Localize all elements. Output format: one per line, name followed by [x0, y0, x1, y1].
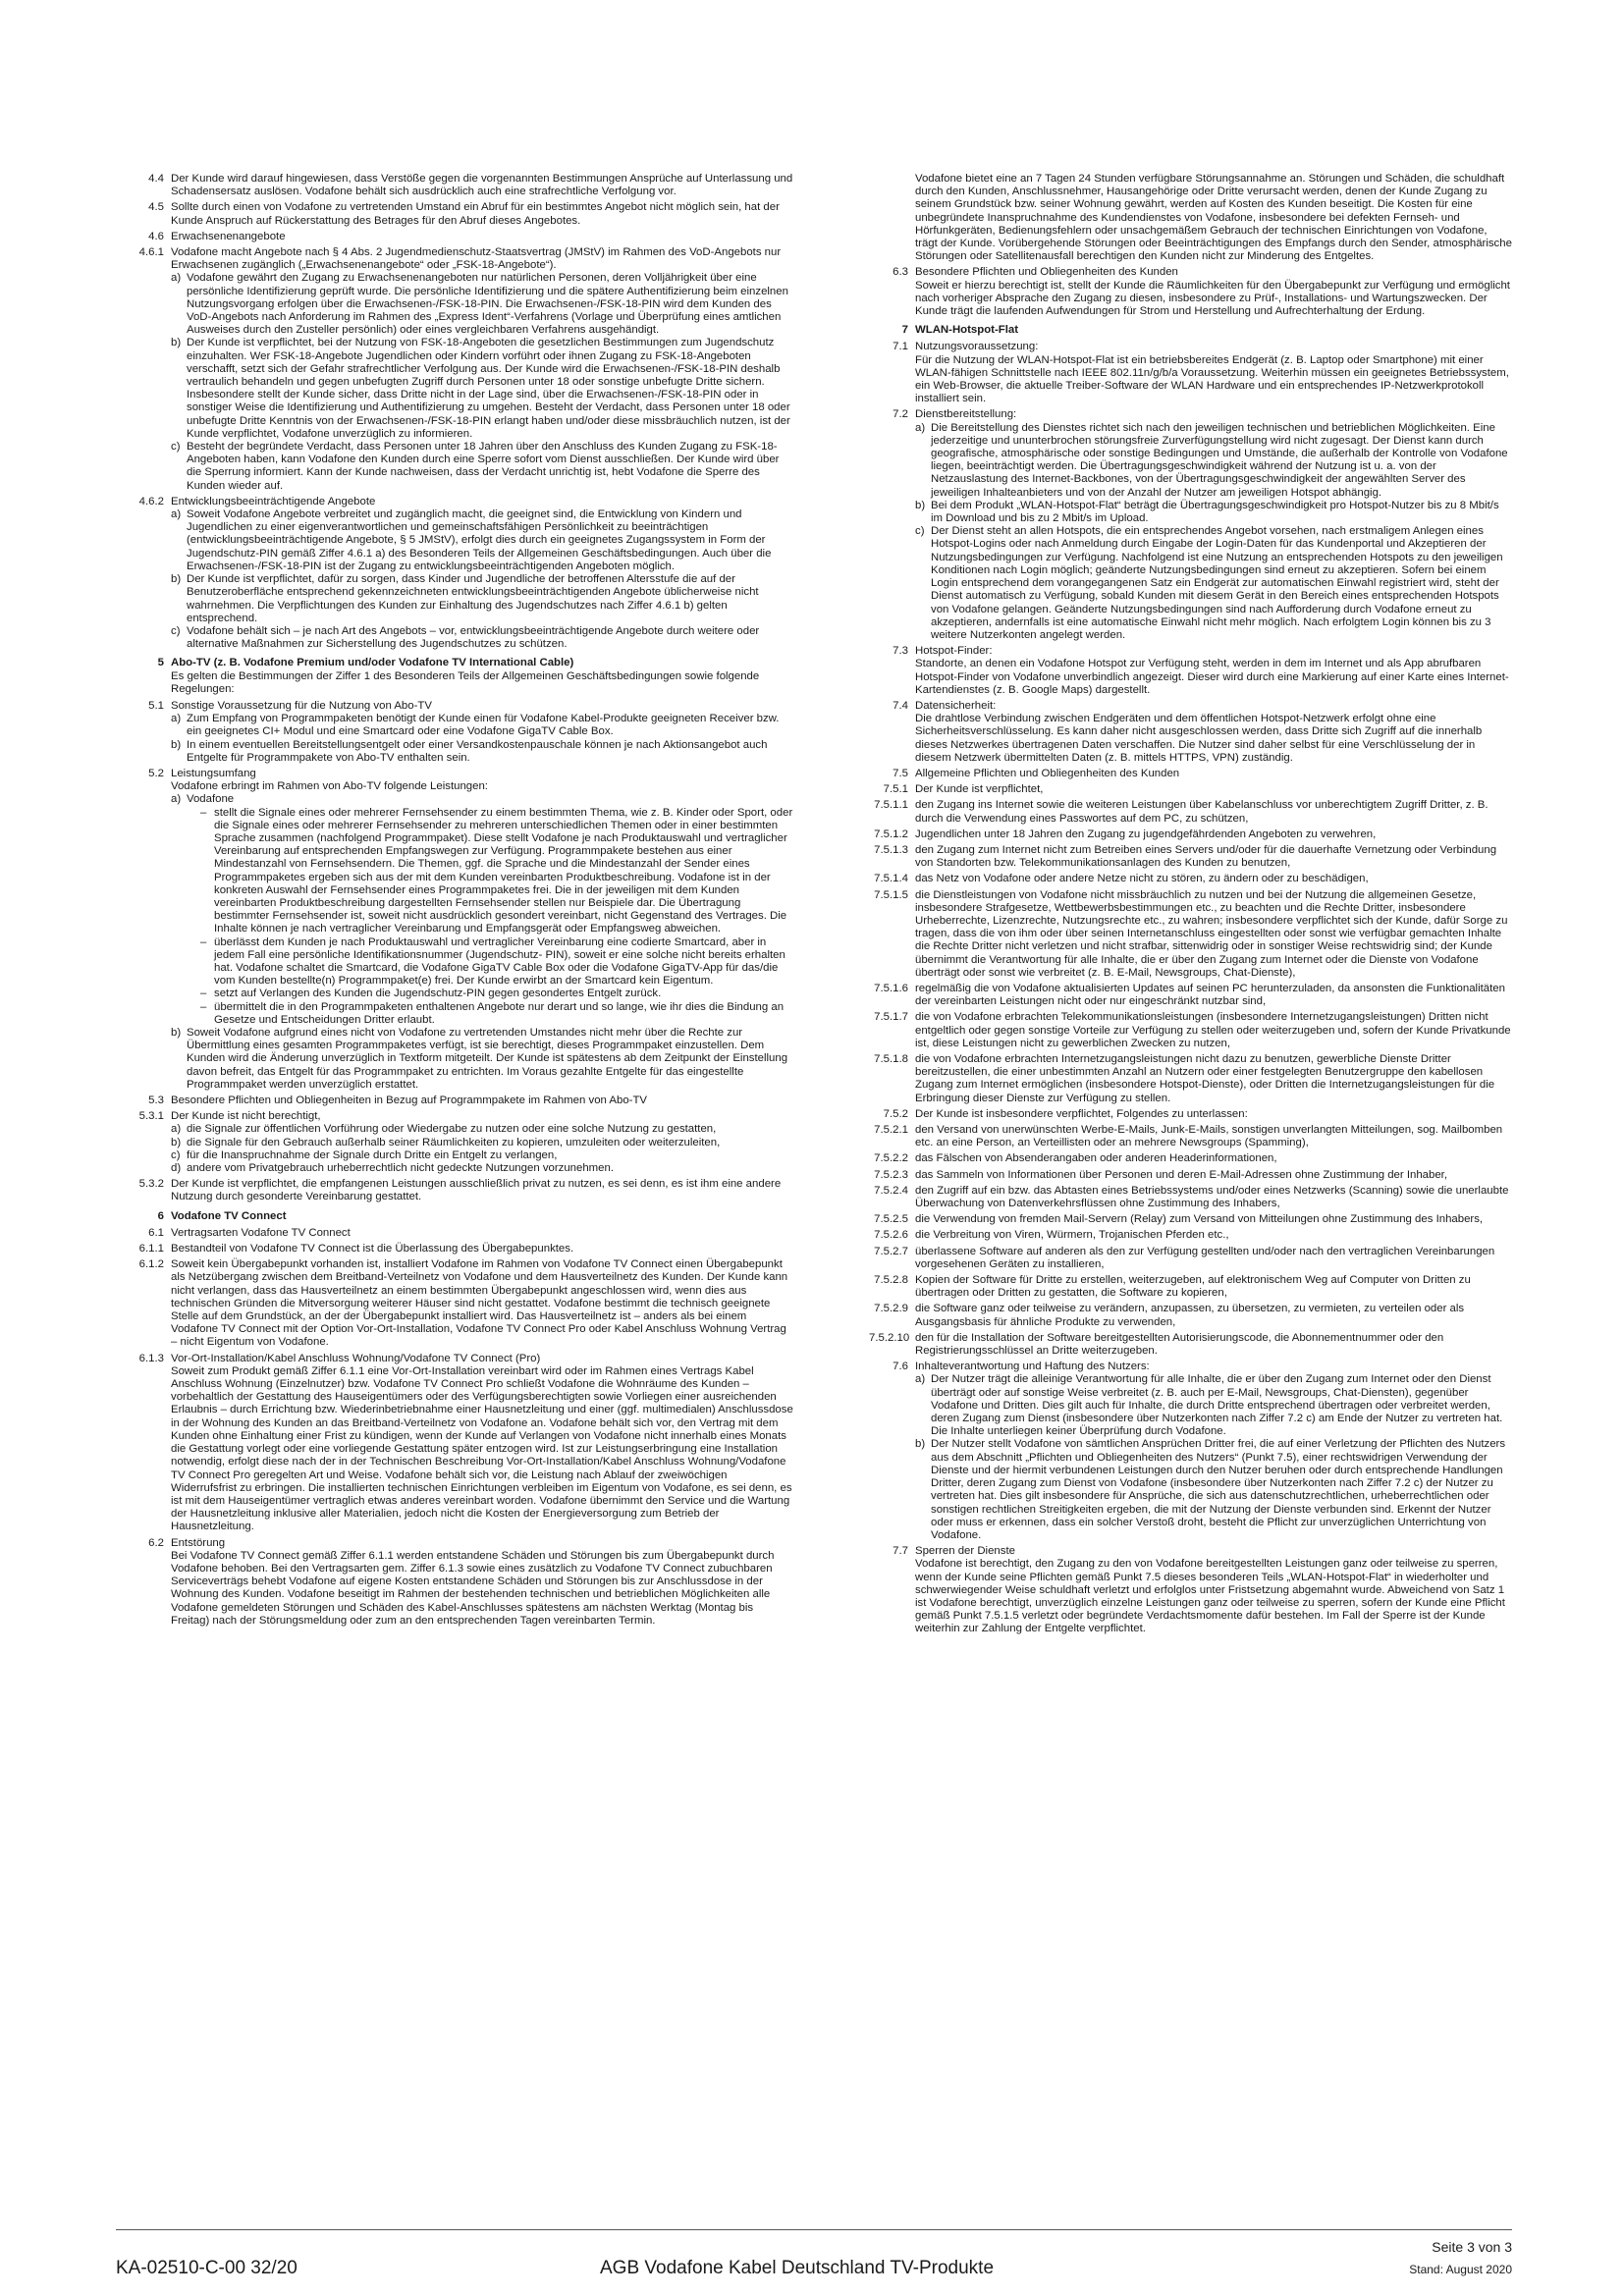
- clause-text: das Netz von Vodafone oder andere Netze nicht zu stören, zu ändern oder zu beschädigen,: [915, 873, 1369, 885]
- clause: [116, 1110, 793, 1175]
- clause-text-line: Besondere Pflichten und Obliegenheiten des Kunden: [915, 266, 1178, 279]
- clause-number: 7.5.2.2: [874, 1152, 908, 1165]
- sub-clause-text: Der Kunde ist verpflichtet, dafür zu sorgen, dass Kinder und Jugendliche der betroffenen Altersstufe die auf der Benutzeroberfläche entsprechend gekennzeichneten entwicklungsbeeinträchtigenden Angebote üblicherweise nicht wahrnehmen. Die Verpflichtungen des Kunden zur Einhaltung des Jugendschutzes nach Ziffer 4.6.1 b) gelten entsprechend.: [187, 573, 759, 624]
- clause-body: [171, 700, 793, 765]
- clause-number: 7.5.1.3: [874, 843, 908, 856]
- clause-number: 5.3.2: [138, 1178, 164, 1191]
- clause: [869, 799, 1512, 825]
- dash-item: [187, 1001, 793, 1027]
- clause-text: den Zugang zum Internet nicht zum Betreiben eines Servers und/oder für die dauerhafte Vernetzung oder Verbindung von Standorten bzw. Telekommunikationsanlagen des Kunden zu benutzen,: [915, 843, 1497, 870]
- sub-clause-body: [187, 1137, 793, 1149]
- sub-clause: [915, 1438, 1512, 1542]
- clause-body: [915, 700, 1512, 765]
- clause: [116, 201, 793, 227]
- clause-body: [915, 1011, 1512, 1050]
- clause-body: [171, 768, 793, 1092]
- clause-number: 5.1: [148, 699, 164, 712]
- sub-clause-body: [187, 508, 793, 573]
- sub-clause-text: Der Dienst steht an allen Hotspots, die ein entsprechendes Angebot vorsehen, nach erstmaligem Anlegen eines Hotspot-Logins oder nach Anmeldung durch Eingabe der Login-Daten für das Kundenportal und Akzeptieren der Nutzungsbedingungen zur Verfügung. Nachfolgend ist eine Nutzung an entsprechenden Hotspots zu den jeweiligen Konditionen nach Login möglich; geänderte Nutzungsbedingungen sind erneut zu akzeptieren. Sofern bei einem Login entsprechend dem vorangegangenen Satz ein Endgerät zur automatischen Einwahl registriert wird, steht der Dienst automatisch zu Verfügung, sobald Kunden mit diesem Gerät in den Bereich eines entsprechenden Hotspots von Vodafone gelangen. Geänderte Nutzungsbedingungen sind nach Aufforderung durch Vodafone erneut zu akzeptieren, andernfalls ist eine automatische Einwahl nicht mehr möglich. Nach erfolgtem Login können bis zu 3 weitere Nutzerkonten angelegt werden.: [931, 525, 1503, 641]
- dash-marker: –: [200, 988, 207, 1000]
- clause-number: 7.6: [893, 1361, 908, 1373]
- clause-body: [915, 1545, 1512, 1635]
- clause: [869, 873, 1512, 885]
- clause-body: [171, 1178, 793, 1203]
- clause-body: [915, 1361, 1512, 1542]
- sub-clause-body: [931, 500, 1512, 525]
- clause-text: Jugendlichen unter 18 Jahren den Zugang zu jugendgefährdenden Angeboten zu verwehren,: [915, 828, 1377, 840]
- sub-clause-text: die Signale zur öffentlichen Vorführung oder Wiedergabe zu nutzen oder eine solche Nutzung zu gestatten,: [187, 1123, 717, 1136]
- clause-number: 7.5.2.7: [874, 1245, 908, 1257]
- sub-clause-body: [187, 739, 793, 765]
- clause-body: [915, 324, 1512, 337]
- sub-clause-text: Zum Empfang von Programmpaketen benötigt der Kunde einen für Vodafone Kabel-Produkte geeigneten Receiver bzw. ein geeignetes CI+ Modul und eine Smartcard oder eine Vodafone GigaTV Cable Box.: [187, 713, 780, 738]
- sub-clause-marker: b): [171, 1027, 182, 1039]
- clause-body: [915, 844, 1512, 870]
- sub-clause: [171, 272, 793, 337]
- sub-clause-body: [187, 1162, 793, 1175]
- clause-number: 7.5.1.4: [874, 873, 908, 885]
- sub-clause-marker: b): [915, 499, 926, 511]
- document-title: AGB Vodafone Kabel Deutschland TV-Produkte: [600, 2258, 995, 2278]
- sub-clause-marker: d): [171, 1162, 182, 1175]
- clause: [869, 700, 1512, 765]
- clause: [869, 783, 1512, 796]
- sub-clause-marker: b): [171, 738, 182, 751]
- clause: [869, 1361, 1512, 1542]
- clause-text-line: Soweit zum Produkt gemäß Ziffer 6.1.1 eine Vor-Ort-Installation vereinbart wird oder im Rahmen eines Vertrags Kabel Anschluss Wohnung (Einzelnutzer) bzw. Vodafone TV Connect Pro schließt Vodafone die Wohnräume des Kunden – vorbehaltlich der Gestattung des Hauseigentümers oder des Verfügungsberechtigten sowie Vorliegen einer ausreichenden Erlaubnis – durch Errichtung bzw. Wiederinbetriebnahme einer Hausnetzleitung und einer (ggf. multimedialen) Anschlussdose in der Wohnung des Kunden an das Breitband-Verteilnetz von Vodafone an. Vodafone behält sich vor, den Vertrag mit dem Kunden ohne Einhaltung einer Frist zu kündigen, wenn der Kunde auf Verlangen von Vodafone nicht innerhalb eines Monats die Gestattung vorlegt oder eine vorliegende Gestattung später entzogen wird. Ist zur Leistungserbringung eine Installation notwendig, erfolgt diese nach der in der Technischen Beschreibung Vor-Ort-Installation/Kabel Anschluss Wohnung/Vodafone TV Connect Pro geregelten Art und Weise. Vodafone behält sich vor, die Leistung nach Ablauf der zweiwöchigen Widerrufsfrist zu erbringen. Die installierten technischen Einrichtungen verbleiben im Eigentum von Vodafone, es sei denn, es ist mit dem Hauseigentümer vertraglich etwas anderes vereinbart worden. Vodafone übernimmt den Service und die Wartung der Hausnetzleitung inklusive aller Materialien, jedoch nicht die Kosten der Energieversorgung zum Betrieb der Hausnetzleitung.: [171, 1364, 793, 1533]
- sub-clause-body: [187, 1149, 793, 1162]
- clause: [869, 173, 1512, 263]
- clause-body: [171, 246, 793, 493]
- clause-body: [171, 231, 793, 243]
- clause: [116, 496, 793, 651]
- clause-number: 7.3: [893, 645, 908, 658]
- clause-number: 7.5.1.1: [874, 799, 908, 812]
- clause-body: [915, 1274, 1512, 1300]
- clause-text: Vertragsarten Vodafone TV Connect: [171, 1226, 351, 1239]
- clause-body: [915, 266, 1512, 318]
- clause-text: Inhalteverantwortung und Haftung des Nutzers:: [915, 1361, 1150, 1373]
- sub-clause-text: Der Kunde ist verpflichtet, bei der Nutzung von FSK-18-Angeboten die gesetzlichen Bestimmungen zum Jugendschutz einzuhalten. Wer FSK-18-Angebote Jugendlichen oder Kindern vorführt oder ihnen Zugang zu FSK-18-Angeboten verschafft, setzt sich der Gefahr strafrechtlicher Verfolgung aus. Der Kunde wird die Erwachsenen-/FSK-18-PIN deshalb vertraulich behandeln und gegen unbefugten Zugriff durch Personen unter 18 oder sonstige unbefugte Dritte sichern. Insbesondere stellt der Kunde sicher, dass Dritte nicht in der Lage sind, über die Erwachsenen-/FSK-18-PIN oder in sonstiger Weise die Identifizierung und Authentifizierung zu umgehen. Besteht der Verdacht, dass Personen unter 18 oder unbefugte Dritte Kenntnis von der Erwachsenen-/FSK-18-PIN erlangt haben und/oder diese missbräuchlich nutzen, ist der Kunde verpflichtet, Vodafone unverzüglich zu informieren.: [187, 337, 790, 440]
- sub-clause-text: Soweit Vodafone Angebote verbreitet und zugänglich macht, die geeignet sind, die Entwicklung von Kindern und Jugendlichen zu einer eigenverantwortlichen und gemeinschaftsfähigen Persönlichkeit zu beeinträchtigen (entwicklungsbeeinträchtigende Angebote, § 5 JMStV), erfolgt dies durch ein geeignetes Zugangssystem in Form der Jugendschutz-PIN gemäß Ziffer 4.6.1 a) des Besonderen Teils der Allgemeinen Geschäftsbedingungen. Auch über die Erwachsenen-/FSK-18-PIN ist der Zugang zu entwicklungsbeeinträchtigenden Angeboten möglich.: [187, 508, 772, 572]
- clause-number: 6: [157, 1209, 164, 1222]
- clause: [116, 700, 793, 765]
- clause: [869, 1169, 1512, 1182]
- sub-clause-text: Vodafone gewährt den Zugang zu Erwachsenenangeboten nur natürlichen Personen, deren Volljährigkeit über eine persönliche Identifizierung geprüft wurde. Die persönliche Identifizierung und die spätere Authentifizierung beim einzelnen Nutzungsvorgang erfolgen über die Erwachsenen-/FSK-18-PIN. Die Erwachsenen-/FSK-18-PIN wird dem Kunden des VoD-Angebots nach Anforderung im Rahmen des „Express Ident“-Verfahrens (Vorlage und Überprüfung eines amtlichen Ausweises durch den Zusteller persönlich) oder eines vergleichbaren Verfahrens ausgehändigt.: [187, 272, 788, 337]
- clause-body: [915, 1229, 1512, 1242]
- clause: [869, 1246, 1512, 1271]
- clause-body: [915, 1213, 1512, 1226]
- sub-clause-text: andere vom Privatgebrauch urheberrechtlich nicht gedeckte Nutzungen vorzunehmen.: [187, 1162, 614, 1175]
- clause: [116, 768, 793, 1092]
- clause: [869, 828, 1512, 841]
- clause: [869, 844, 1512, 870]
- clause: [116, 1095, 793, 1107]
- clause-body: [915, 408, 1512, 642]
- clause: [116, 1258, 793, 1349]
- clause: [116, 657, 793, 696]
- clause-text: die Dienstleistungen von Vodafone nicht missbräuchlich zu nutzen und bei der Nutzung die allgemeinen Gesetze, insbesondere Strafgesetze, Wettbewerbsbestimmungen etc., zu beachten und die Rechte Dritter, insbesondere Urheberrechte, Lizenzrechte, Nutzungsrechte etc., zu wahren; insbesondere verpflichtet sich der Kunde, dafür Sorge zu tragen, dass die von ihm oder über seinen Internetanschluss eingestellten oder sonst wie verfügbar gemachten Inhalte die Rechte Dritter nicht verletzen und nicht strafbar, sittenwidrig oder in sonstiger Weise rechtswidrig sind; der Kunde übernimmt die Verantwortung für alle Inhalte, die er über den Zugang zum Internet oder die Dienste von Vodafone überträgt oder sonst wie verbreitet (z. B. E-Mail, Newsgroups, Chat-Dienste),: [915, 888, 1508, 979]
- sub-clause-marker: c): [915, 525, 925, 538]
- sub-clause-body: [187, 337, 793, 441]
- clause-body: [915, 768, 1512, 780]
- clause: [869, 1152, 1512, 1165]
- clause-body: [915, 983, 1512, 1008]
- sub-clause: [915, 1373, 1512, 1438]
- clause-body: [915, 1152, 1512, 1165]
- sub-clause-marker: c): [171, 624, 181, 637]
- clause-body: [171, 496, 793, 651]
- clause-text-line: Vodafone ist berechtigt, den Zugang zu den von Vodafone bereitgestellten Leistungen ganz oder teilweise zu sperren, wenn der Kunde seine Pflichten gemäß Punkt 7.5 dieses besonderen Teils „WLAN-Hotspot-Flat“ in wiederholter und schwerwiegender Weise schuldhaft verletzt und erfolglos unter Fristsetzung abgemahnt wurde. Abweichend von Satz 1 ist Vodafone berechtigt, unverzüglich einzelne Leistungen ganz oder teilweise zu sperren, sofern der Kunde eine Pflicht gemäß Punkt 7.5.1.5 verletzt oder begründete Verdachtsmomente dafür bestehen. Im Fall der Sperre ist der Kunde weiterhin zur Zahlung der Entgelte verpflichtet.: [915, 1558, 1505, 1635]
- sub-clause-text: Bei dem Produkt „WLAN-Hotspot-Flat“ beträgt die Übertragungsgeschwindigkeit pro Hotspot-Nutzer bis zu 8 Mbit/s im Download und bis zu 2 Mbit/s im Upload.: [931, 499, 1499, 525]
- clause-number: 7.5.2.10: [869, 1331, 910, 1344]
- sub-clause: [171, 1162, 793, 1175]
- clause-body: [915, 1124, 1512, 1149]
- clause: [869, 645, 1512, 697]
- clause-text: Besondere Pflichten und Obliegenheiten in Bezug auf Programmpakete im Rahmen von Abo-TV: [171, 1095, 648, 1107]
- section-heading: Vodafone TV Connect: [171, 1209, 287, 1222]
- dash-item: [187, 807, 793, 936]
- sub-clause: [171, 739, 793, 765]
- sub-clause-marker: b): [171, 1136, 182, 1148]
- sub-clause-marker: b): [915, 1438, 926, 1451]
- clause-number: 5.3.1: [138, 1110, 164, 1123]
- clause-body: [915, 783, 1512, 796]
- clause-number: 7.5.1.7: [874, 1011, 908, 1024]
- document-code: KA-02510-C-00 32/20: [116, 2258, 298, 2278]
- dash-marker: –: [200, 806, 207, 819]
- clause-body: [171, 1110, 793, 1175]
- sub-clause-marker: b): [171, 573, 182, 586]
- sub-clause: [171, 573, 793, 625]
- clause-body: [171, 1353, 793, 1534]
- clause-number: 7.5.2.5: [874, 1213, 908, 1226]
- dash-item-text: übermittelt die in den Programmpaketen enthaltenen Angebote nur derart und so lange, wie ihr dies die Bindung an Gesetze und Entscheidungen Dritter erlaubt.: [214, 1000, 785, 1026]
- clause-body: [915, 1303, 1512, 1328]
- sub-clause-body: [187, 1123, 793, 1136]
- sub-clause-body: [187, 272, 793, 337]
- sub-clause: [915, 525, 1512, 642]
- clause-body: [915, 173, 1512, 263]
- clause: [869, 983, 1512, 1008]
- clause: [869, 408, 1512, 642]
- sub-clause-body: [187, 793, 793, 1027]
- clause-number: 5: [157, 657, 164, 669]
- sub-clause-body: [187, 1027, 793, 1092]
- sub-clause-text: für die Inanspruchnahme der Signale durch Dritte ein Entgelt zu verlangen,: [187, 1148, 558, 1161]
- dash-item-text: überlässt dem Kunden je nach Produktauswahl und vertraglicher Vereinbarung eine codierte Smartcard, aber in jedem Fall eine persönliche Identifikationsnummer (Jugendschutz- PIN), soweit er eine solche nicht bereits erhalten hat. Vodafone schaltet die Smartcard, die Vodafone GigaTV Cable Box oder die Vodafone GigaTV-App für das/die vom Kunden bestellte(n) Programmpaket(e) frei. Der Kunde erwirbt an der Smartcard kein Eigentum.: [214, 935, 785, 988]
- clause-text-line: Standorte, an denen ein Vodafone Hotspot zur Verfügung steht, werden in dem im Internet und als App abrufbaren Hotspot-Finder von Vodafone unverbindlich angezeigt. Dieser wird durch eine Markierung auf einer Karte eines Internet-Kartendienstes (z. B. Google Maps) dargestellt.: [915, 658, 1509, 696]
- clause-body: [915, 341, 1512, 405]
- clause-body: [171, 1537, 793, 1628]
- clause-number: [869, 173, 915, 263]
- clause-number: 7.4: [893, 699, 908, 712]
- clause-body: [171, 1243, 793, 1255]
- clause-number: 6.1.1: [138, 1243, 164, 1255]
- sub-clause-text: In einem eventuellen Bereitstellungsentgelt oder einer Versandkostenpauschale können je nach Aktionsangebot auch Entgelte für Programmpakete von Abo-TV enthalten sein.: [187, 738, 768, 764]
- clause-number: 7.5: [893, 767, 908, 779]
- section-heading: WLAN-Hotspot-Flat: [915, 324, 1019, 337]
- sub-clause-text: Vodafone: [187, 793, 235, 806]
- clause-body: [171, 201, 793, 227]
- clause: [869, 1332, 1512, 1358]
- clause-number: 7.5.1.6: [874, 982, 908, 994]
- clause-text-line: Entstörung: [171, 1536, 226, 1549]
- footer-divider: [116, 2229, 1512, 2230]
- clause-text: Erwachsenenangebote: [171, 230, 286, 242]
- clause-body: [915, 1053, 1512, 1105]
- clause-body: [171, 657, 793, 696]
- dash-marker: –: [200, 935, 207, 948]
- clause-body: [171, 1095, 793, 1107]
- clause-text-line: Hotspot-Finder:: [915, 645, 993, 658]
- clause: [869, 889, 1512, 980]
- clause-text: den für die Installation der Software bereitgestellten Autorisierungscode, die Abonnementnummer oder den Registrierungsschlüssel an Dritte weiterzugeben.: [915, 1331, 1444, 1358]
- clause: [116, 1353, 793, 1534]
- sub-clause: [171, 508, 793, 573]
- clause-text: Der Kunde ist insbesondere verpflichtet, Folgendes zu unterlassen:: [915, 1107, 1248, 1120]
- clause-number: 5.2: [148, 767, 164, 779]
- clause-text: Dienstbereitstellung:: [915, 408, 1017, 421]
- clause: [869, 1213, 1512, 1226]
- sub-clause-body: [187, 441, 793, 493]
- clause-text: Vodafone macht Angebote nach § 4 Abs. 2 Jugendmedienschutz-Staatsvertrag (JMStV) im Rahmen des VoD-Angebots nur Erwachsenen zugänglich („Erwachsenenangebote“ oder „FSK-18-Angebote“).: [171, 246, 782, 272]
- clause-text-line: Datensicherheit:: [915, 699, 997, 712]
- clause-body: [915, 828, 1512, 841]
- sub-clause: [171, 441, 793, 493]
- clause-body: [171, 1210, 793, 1223]
- right-column: [869, 173, 1512, 1639]
- clause-text: die von Vodafone erbrachten Telekommunikationsleistungen (insbesondere Internetzugangsleistungen) Dritten nicht entgeltlich oder gegen sonstige Vorteile zur Verfügung zu stellen oder weiterzugeben und, sofern der Kunde Privatkunde ist, diese Leistungen nicht zu gewerblichen Zwecken zu nutzen,: [915, 1011, 1511, 1049]
- clause-text: überlassene Software auf anderen als den zur Verfügung gestellten und/oder nach den vertraglichen Vereinbarungen vorgesehenen Geräten zu installieren,: [915, 1245, 1495, 1270]
- clause-text-line: Für die Nutzung der WLAN-Hotspot-Flat ist ein betriebsbereites Endgerät (z. B. Laptop oder Smartphone) mit einer WLAN-fähigen Schnittstelle nach IEEE 802.11n/g/b/a Voraussetzung. Weiterhin müssen ein geeignetes Betriebssystem, ein Web-Browser, die aktuelle Treiber-Software der WLAN Hardware und ein entsprechendes IP-Netzwerkprotokoll installiert sein.: [915, 353, 1509, 405]
- clause-text: regelmäßig die von Vodafone aktualisierten Updates auf seinen PC herunterzuladen, da ansonsten die Funktionalitäten der vereinbarten Leistungen nicht oder nur eingeschränkt nutzbar sind,: [915, 982, 1505, 1008]
- sub-clause-marker: c): [171, 441, 181, 454]
- sub-clause: [171, 1137, 793, 1149]
- sub-clause-marker: a): [171, 713, 182, 725]
- clause: [116, 173, 793, 198]
- clause: [869, 1011, 1512, 1050]
- clause-text: Der Kunde ist nicht berechtigt,: [171, 1110, 321, 1123]
- sub-clause-marker: a): [171, 272, 182, 285]
- clause: [116, 1178, 793, 1203]
- clause-text: Kopien der Software für Dritte zu erstellen, weiterzugeben, auf elektronischem Weg auf Computer von Dritten zu übertragen oder Dritten zu gestatten, die Software zu kopieren,: [915, 1274, 1471, 1300]
- sub-clause-marker: b): [171, 337, 182, 349]
- clause-number: 7: [901, 324, 908, 337]
- clause-body: [915, 873, 1512, 885]
- clause-text: Vodafone bietet eine an 7 Tagen 24 Stunden verfügbare Störungsannahme an. Störungen und Schäden, die schuldhaft durch den Kunden, Anschlussnehmer, Hausangehörige oder Dritte verursacht werden, denen der Kunde Zugang zu seinem Grundstück bzw. seiner Wohnung gewährt, werden auf Kosten des Kunden beseitigt. Die Kosten für eine unbegründete Inanspruchnahme des Kundendienstes von Vodafone, insbesondere bei defekten Fernseh- und Hörfunkgeräten, Bedienungsfehlern oder unsachgemäßem Gebrauch der technischen Einrichtungen von Vodafone, trägt der Kunde. Vorübergehende Störungen oder Beeinträchtigungen des Empfangs durch den Sender, atmosphärische Störungen oder Satellitenausfall berechtigen den Kunden nicht zur Minderung des Entgeltes.: [915, 173, 1512, 263]
- clause-text: den Zugang ins Internet sowie die weiteren Leistungen über Kabelanschluss vor unberechtigtem Zugriff Dritter, z. B. durch die Verwendung eines Passwortes auf dem PC, zu schützen,: [915, 799, 1489, 825]
- clause-body: [171, 1227, 793, 1240]
- sub-clause: [171, 1123, 793, 1136]
- clause-number: 4.6.2: [138, 495, 164, 507]
- clause-text: die Software ganz oder teilweise zu verändern, anzupassen, zu übersetzen, zu vermieten, zu verteilen oder als Ausgangsbasis für ähnliche Produkte zu verwenden,: [915, 1303, 1465, 1328]
- sub-clause-body: [187, 573, 793, 625]
- dash-item: [187, 988, 793, 1000]
- clause: [116, 246, 793, 493]
- clause-text-line: Leistungsumfang: [171, 767, 256, 779]
- clause-body: [171, 173, 793, 198]
- clause-text: Bestandteil von Vodafone TV Connect ist die Überlassung des Übergabepunktes.: [171, 1243, 574, 1255]
- clause-number: 7.5.2.1: [874, 1124, 908, 1137]
- clause: [869, 341, 1512, 405]
- clause: [869, 1274, 1512, 1300]
- sub-clause-body: [931, 1373, 1512, 1438]
- clause-number: 7.5.1.2: [874, 828, 908, 840]
- sub-clause-text: Die Bereitstellung des Dienstes richtet sich nach den jeweiligen technischen und betrieblichen Möglichkeiten. Eine jederzeitige und ununterbrochen störungsfreie Zurverfügungstellung wird nicht zugesagt. Der Dienst kann durch geografische, atmosphärische oder sonstige Bedingungen und Umstände, die außerhalb der Kontrolle von Vodafone liegen, beeinträchtigt werden. Die Übertragungsgeschwindigkeit während der Nutzung ist u. a. von der Netzauslastung des Internet-Backbones, von der Übertragungsgeschwindigkeit der angewählten Server des jeweiligen Inhalteanbieters und von der Anzahl der Nutzer am jeweiligen Hotspot abhängig.: [931, 421, 1508, 499]
- sub-clause: [915, 422, 1512, 500]
- clause: [116, 1243, 793, 1255]
- document-date: Stand: August 2020: [1409, 2263, 1512, 2276]
- sub-clause-marker: a): [171, 1123, 182, 1136]
- clause-number: 7.7: [893, 1545, 908, 1558]
- clause-number: 4.5: [148, 201, 164, 214]
- clause-number: 7.5.1.5: [874, 888, 908, 901]
- clause-number: 7.5.1.8: [874, 1053, 908, 1065]
- clause: [869, 1108, 1512, 1121]
- page-number: Seite 3 von 3: [1432, 2239, 1512, 2255]
- sub-clause-body: [931, 1438, 1512, 1542]
- sub-clause-text: Der Nutzer trägt die alleinige Verantwortung für alle Inhalte, die er über den Zugang zum Internet oder den Dienst überträgt oder auf sonstige Weise verbreitet (z. B. auch per E-Mail, Newsgroups, Chat-Diensten), gegenüber Vodafone und Dritten. Dies gilt auch für Inhalte, die durch Dritte entsprechend übertragen oder verbreitet werden, deren Zugang zum Dienst (insbesondere über Nutzerkonten nach Ziffer 7.2 c) am Ende der Nutzer zu vertreten hat. Die Inhalte unterliegen keiner Überprüfung durch Vodafone.: [931, 1373, 1503, 1438]
- clause-body: [171, 1258, 793, 1349]
- sub-clause: [171, 793, 793, 1027]
- dash-marker: –: [200, 1000, 207, 1013]
- clause-text: die Verwendung von fremden Mail-Servern (Relay) zum Versand von Mitteilungen ohne Zustimmung des Inhabers,: [915, 1213, 1484, 1226]
- clause: [116, 231, 793, 243]
- sub-clause-marker: a): [171, 508, 182, 521]
- sub-clause-body: [187, 625, 793, 651]
- clause-body: [915, 1169, 1512, 1182]
- sub-clause: [171, 337, 793, 441]
- clause-text: das Fälschen von Absenderangaben oder anderen Headerinformationen,: [915, 1152, 1277, 1165]
- sub-clause: [171, 1149, 793, 1162]
- clause: [869, 1124, 1512, 1149]
- clause-text: den Versand von unerwünschten Werbe-E-Mails, Junk-E-Mails, sonstigen unverlangten Mitteilungen, sog. Mailbomben etc. an eine Person, an Verteillisten oder an mehrere Newsgroups (Spamming),: [915, 1124, 1503, 1149]
- clause-text: den Zugriff auf ein bzw. das Abtasten eines Betriebssystems und/oder eines Netzwerks (Scanning) sowie die unerlaubte Überwachung von Datenverkehrsflüssen ohne Zustimmung des Inhabers,: [915, 1184, 1509, 1210]
- left-column: [116, 173, 793, 1630]
- sub-clause-text: Besteht der begründete Verdacht, dass Personen unter 18 Jahren über den Anschluss des Kunden Zugang zu FSK-18-Angeboten haben, kann Vodafone den Kunden durch eine Sperre sofort vom Dienst ausschließen. Der Kunde wird über die Sperrung informiert. Kann der Kunde nachweisen, dass der Verdacht unrichtig ist, hebt Vodafone die Sperre des Kunden wieder auf.: [187, 441, 780, 492]
- clause-number: 6.2: [148, 1536, 164, 1549]
- sub-clause-body: [931, 525, 1512, 642]
- sub-clause-marker: a): [915, 1373, 926, 1386]
- clause-text: Es gelten die Bestimmungen der Ziffer 1 des Besonderen Teils der Allgemeinen Geschäftsbedingungen sowie folgende Regelungen:: [171, 669, 760, 695]
- clause-number: 5.3: [148, 1095, 164, 1107]
- clause-number: 6.3: [893, 266, 908, 279]
- clause: [869, 768, 1512, 780]
- clause: [869, 1185, 1512, 1210]
- clause-text: Soweit kein Übergabepunkt vorhanden ist, installiert Vodafone im Rahmen von Vodafone TV Connect einen Übergabepunkt als Netzübergang zwischen dem Breitband-Verteilnetz von Vodafone und dem Hausverteilnetz des Kunden. Der Kunde kann nicht verlangen, dass das Hausverteilnetz an einem bestimmten Übergabepunkt angeschlossen wird, wenn dies aus technischen Gründen die Mitversorgung weiterer Häuser sind nicht gestattet. Vodafone bestimmt die technisch geeignete Stelle auf dem Grundstück, an der der Übergabepunkt installiert wird. Das Hausverteilnetz ist – anders als bei einem Vodafone TV Connect mit der Option Vor-Ort-Installation, Vodafone TV Connect Pro oder Kabel Anschluss Wohnung Vertrag – nicht Eigentum von Vodafone.: [171, 1258, 788, 1349]
- clause: [869, 1229, 1512, 1242]
- clause: [869, 266, 1512, 318]
- clause: [869, 1545, 1512, 1635]
- clause-number: 7.5.1: [883, 783, 908, 796]
- clause-body: [915, 889, 1512, 980]
- clause: [869, 1303, 1512, 1328]
- clause-number: 7.1: [893, 341, 908, 353]
- sub-clause-marker: a): [915, 421, 926, 434]
- clause: [116, 1537, 793, 1628]
- dash-item-text: setzt auf Verlangen des Kunden die Jugendschutz-PIN gegen gesondertes Entgelt zurück.: [214, 988, 662, 1000]
- clause-number: 7.5.2.9: [874, 1303, 908, 1315]
- clause-text: Der Kunde ist verpflichtet,: [915, 783, 1044, 796]
- clause: [869, 1053, 1512, 1105]
- clause-number: 4.4: [148, 173, 164, 185]
- clause-text-line: Sperren der Dienste: [915, 1545, 1015, 1558]
- clause-number: 7.5.2.8: [874, 1274, 908, 1287]
- clause-body: [915, 799, 1512, 825]
- clause-text: Entwicklungsbeeinträchtigende Angebote: [171, 495, 376, 507]
- clause-body: [915, 1108, 1512, 1121]
- clause-text: Allgemeine Pflichten und Obliegenheiten des Kunden: [915, 767, 1180, 779]
- clause-text: Sollte durch einen von Vodafone zu vertretenden Umstand ein Abruf für ein bestimmtes Angebot nicht möglich sein, hat der Kunde Anspruch auf Rückerstattung des Betrages für den Abruf dieses Angebotes.: [171, 201, 780, 227]
- sub-clause: [171, 1027, 793, 1092]
- sub-clause-marker: c): [171, 1148, 181, 1161]
- sub-clause: [171, 713, 793, 738]
- dash-item-text: stellt die Signale eines oder mehrerer Fernsehsender zu einem bestimmten Thema, wie z. B. Kinder oder Sport, oder die Signale eines oder mehrerer Fernsehsender zu mehreren unterschiedlichen Themen oder in einer bestimmten Sprache zusammen (nachfolgend Programmpaket). Diese stellt Vodafone je nach Produktauswahl und vertraglicher Vereinbarung auf entsprechenden Empfangswegen zur Verfügung. Programmpakete bestehen aus einer Mindestanzahl von Fernsehsendern. Die Themen, ggf. die Sprache und die Mindestanzahl der Sender eines Programmpaketes ergeben sich aus der mit dem Kunden vereinbarten Produktbeschreibung. Vodafone ist in der konkreten Auswahl der Fernsehsender eines Programmpaketes frei. Die in der jeweiligen mit dem Kunden vereinbarten Produktbeschreibung dargestellten Fernsehsender stellen nur Beispiele dar. Die Übertragung bestimmter Fernsehsender ist, soweit nicht ausdrücklich gesondert vereinbart, nicht Gegenstand des Vertrages. Die Inhalte können je nach vertraglicher Vereinbarung und Empfangsgerät oder Empfangsweg abweichen.: [214, 806, 793, 935]
- clause-number: 7.5.2: [883, 1107, 908, 1120]
- clause-body: [915, 1185, 1512, 1210]
- clause-number: 7.5.2.4: [874, 1184, 908, 1197]
- sub-clause: [171, 625, 793, 651]
- clause-text-line: Soweit er hierzu berechtigt ist, stellt der Kunde die Räumlichkeiten für den Übergabepunkt zur Verfügung und ermöglicht nach vorheriger Absprache den Zugang zu diesen, insbesondere zu Prüf-, Installations- und Wartungszwecken. Der Kunde trägt die laufenden Aufwendungen für Strom und Herstellung und Aufrechterhaltung der Erdung.: [915, 279, 1510, 318]
- clause: [869, 324, 1512, 337]
- sub-clause-marker: a): [171, 793, 182, 806]
- section-heading: Abo-TV (z. B. Vodafone Premium und/oder Vodafone TV International Cable): [171, 657, 574, 669]
- clause: [116, 1227, 793, 1240]
- clause-number: 7.5.2.6: [874, 1229, 908, 1242]
- sub-clause-body: [931, 422, 1512, 500]
- clause-number: 6.1: [148, 1226, 164, 1239]
- clause-text: Der Kunde wird darauf hingewiesen, dass Verstöße gegen die vorgenannten Bestimmungen Ansprüche auf Unterlassung und Schadensersatz auslösen. Vodafone behält sich ausdrücklich auch eine strafrechtliche Verfolgung vor.: [171, 173, 793, 198]
- sub-clause-body: [187, 713, 793, 738]
- clause-body: [915, 1332, 1512, 1358]
- clause-number: 6.1.2: [138, 1258, 164, 1271]
- sub-clause: [915, 500, 1512, 525]
- sub-clause-text: Vodafone behält sich – je nach Art des Angebots – vor, entwicklungsbeeinträchtigende Angebote durch weitere oder alternative Maßnahmen zur Sicherstellung des Jugendschutzes zu schützen.: [187, 624, 760, 651]
- clause-number: 4.6.1: [138, 246, 164, 259]
- clause-text: die von Vodafone erbrachten Internetzugangsleistungen nicht dazu zu benutzen, gewerbliche Dienste Dritter bereitzustellen, die einer unbestimmten Anzahl an Nutzern oder einer festgelegten Benutzergruppe den kabellosen Zugang zum Internet ermöglichen (insbesondere Hotspot-Dienste), oder Dritten die Internetzugangsleistungen für die Erbringung dieser Dienste zur Verfügung zu stellen.: [915, 1053, 1495, 1104]
- clause: [116, 1210, 793, 1223]
- clause-text: Der Kunde ist verpflichtet, die empfangenen Leistungen ausschließlich privat zu nutzen, es sei denn, es ist ihm eine andere Nutzung durch gesonderte Vereinbarung gestattet.: [171, 1178, 782, 1203]
- clause-number: 4.6: [148, 230, 164, 242]
- sub-clause-text: die Signale für den Gebrauch außerhalb seiner Räumlichkeiten zu kopieren, umzuleiten oder weiterzuleiten,: [187, 1136, 721, 1148]
- clause-text: die Verbreitung von Viren, Würmern, Trojanischen Pferden etc.,: [915, 1229, 1229, 1242]
- clause-text-line: Die drahtlose Verbindung zwischen Endgeräten und dem öffentlichen Hotspot-Netzwerk erfolgt ohne eine Sicherheitsverschlüsselung. Es kann daher nicht ausgeschlossen werden, dass Dritte sich Zugriff auf die innerhalb dieses Netzwerkes übertragenen Daten verschaffen. Die Nutzer sind daher selbst für eine Verschlüsselung der in diesem Netzwerk übermittelten Daten (z. B. mittels HTTPS, VPN) zuständig.: [915, 713, 1483, 764]
- sub-clause-text: Soweit Vodafone aufgrund eines nicht von Vodafone zu vertretenden Umstandes nicht mehr über die Rechte zur Übermittlung eines gesamten Programmpaketes verfügt, ist sie berechtigt, dieses Programmpaket einzustellen. Dem Kunden wird die Änderung unverzüglich in Textform mitgeteilt. Der Kunde ist spätestens ab dem Zeitpunkt der Einstellung davon befreit, das Entgelt für das Programmpaket zu entrichten. Im Voraus gezahlte Entgelte für das eingestellte Programmpaket werden unverzüglich erstattet.: [187, 1027, 788, 1091]
- clause-text-line: Nutzungsvoraussetzung:: [915, 341, 1039, 353]
- clause-body: [915, 645, 1512, 697]
- clause-number: 6.1.3: [138, 1352, 164, 1364]
- clause-number: 7.5.2.3: [874, 1168, 908, 1181]
- clause-text-line: Vor-Ort-Installation/Kabel Anschluss Wohnung/Vodafone TV Connect (Pro): [171, 1352, 541, 1364]
- clause-text: Sonstige Voraussetzung für die Nutzung von Abo-TV: [171, 699, 432, 712]
- clause-text: das Sammeln von Informationen über Personen und deren E-Mail-Adressen ohne Zustimmung der Inhaber,: [915, 1168, 1447, 1181]
- sub-clause-text: Der Nutzer stellt Vodafone von sämtlichen Ansprüchen Dritter frei, die auf einer Verletzung der Pflichten des Nutzers aus dem Abschnitt „Pflichten und Obliegenheiten des Nutzers“ (Punkt 7.5), einer rechtswidrigen Verwendung der Dienste und der hiermit verbundenen Leistungen durch den Nutzer beruhen oder durch entsprechende Handlungen Dritter, deren Zugang zum Dienst von Vodafone (insbesondere über Nutzerkonten nach Ziffer 7.2 c) der Nutzer zu vertreten hat. Dies gilt insbesondere für Ansprüche, die sich aus datenschutzrechtlichen, urheberrechtlichen oder sonstigen rechtlichen Streitigkeiten ergeben, die mit der Nutzung der Dienste verbunden sind. Erkennt der Nutzer oder muss er erkennen, dass ein solcher Verstoß droht, besteht die Pflicht zur unverzüglichen Unterrichtung von Vodafone.: [931, 1438, 1506, 1541]
- clause-number: 7.2: [893, 408, 908, 421]
- clause-body: [915, 1246, 1512, 1271]
- clause-text-line: Bei Vodafone TV Connect gemäß Ziffer 6.1.1 werden entstandene Schäden und Störungen bis zum Übergabepunkt durch Vodafone behoben. Bei den Vertragsarten gem. Ziffer 6.1.3 sowie eines zusätzlich zu Vodafone TV Connect zubuchbaren Serviceverträgs behebt Vodafone auf eigene Kosten entstandene Schäden und Störungen bis zur Anschlussdose in der Wohnung des Kunden. Vodafone beseitigt im Rahmen der bestehenden technischen und betrieblichen Möglichkeiten alle Vodafone gemeldeten Störungen und Schäden des Kabel-Anschlusses spätestens am nächsten Werktag (Montag bis Freitag) nach der Störungsmeldung oder zum an den entsprechenden Tagen vereinbarten Termin.: [171, 1549, 775, 1627]
- clause-text-line: Vodafone erbringt im Rahmen von Abo-TV folgende Leistungen:: [171, 780, 488, 793]
- dash-item: [187, 936, 793, 988]
